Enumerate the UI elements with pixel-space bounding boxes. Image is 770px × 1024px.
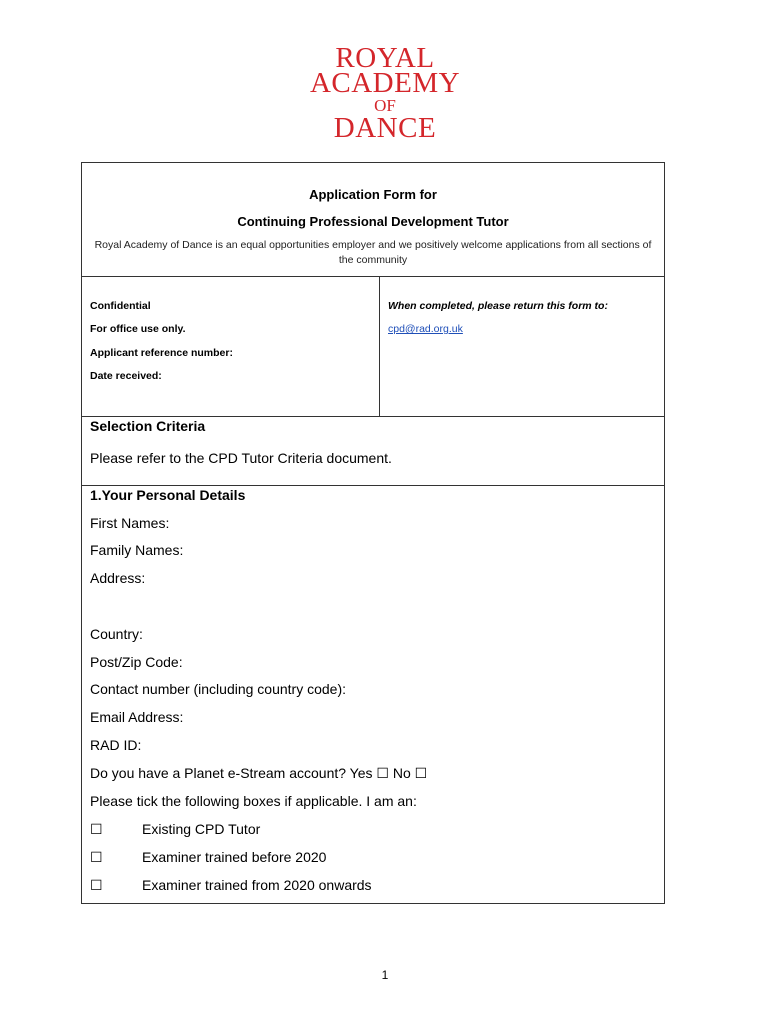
examiner-from-2020-label: Examiner trained from 2020 onwards — [142, 877, 372, 893]
divider-office — [82, 416, 664, 417]
family-names-label: Family Names: — [90, 542, 184, 558]
personal-details-heading: 1.Your Personal Details — [90, 487, 246, 503]
page-number: 1 — [381, 968, 389, 982]
logo-line-dance: DANCE — [333, 112, 437, 144]
selection-criteria-text: Please refer to the CPD Tutor Criteria document. — [90, 450, 392, 466]
address-label: Address: — [90, 570, 146, 586]
estream-yes-checkbox[interactable]: ☐ — [376, 765, 389, 781]
examiner-before-2020-checkbox[interactable]: ☐ — [90, 849, 103, 865]
estream-no-label: No — [392, 765, 411, 781]
tick-boxes-intro: Please tick the following boxes if applicable. I am an: — [90, 793, 417, 809]
divider-selection — [82, 485, 664, 486]
application-form — [81, 162, 665, 904]
logo-line-of: OF — [374, 96, 396, 115]
selection-criteria-heading: Selection Criteria — [90, 418, 206, 434]
divider-header — [82, 276, 664, 277]
logo-line-academy: ACADEMY — [309, 67, 461, 99]
rad-id-label: RAD ID: — [90, 737, 142, 753]
equal-opportunities-statement: Royal Academy of Dance is an equal opportunities employer and we positively welcome applications from all sections of the community — [94, 239, 652, 266]
examiner-from-2020-checkbox[interactable]: ☐ — [90, 877, 103, 893]
office-use-label: For office use only. — [90, 323, 186, 335]
form-subtitle: Continuing Professional Development Tutor — [237, 214, 509, 229]
first-names-label: First Names: — [90, 515, 170, 531]
date-received-label: Date received: — [90, 370, 162, 382]
email-address-label: Email Address: — [90, 709, 184, 725]
examiner-before-2020-label: Examiner trained before 2020 — [142, 849, 327, 865]
column-divider — [379, 276, 380, 416]
country-label: Country: — [90, 626, 143, 642]
estream-question-text: Do you have a Planet e-Stream account? Yes — [90, 765, 373, 781]
postcode-label: Post/Zip Code: — [90, 654, 183, 670]
logo-line-royal: ROYAL — [335, 42, 435, 74]
existing-tutor-checkbox[interactable]: ☐ — [90, 821, 103, 837]
estream-question — [90, 765, 427, 782]
estream-no-checkbox[interactable]: ☐ — [414, 765, 428, 781]
return-email-link[interactable]: cpd@rad.org.uk — [388, 323, 463, 335]
form-title: Application Form for — [309, 187, 437, 202]
applicant-reference-label: Applicant reference number: — [90, 347, 233, 359]
confidential-label: Confidential — [90, 300, 151, 312]
existing-tutor-label: Existing CPD Tutor — [142, 821, 261, 837]
return-instructions: When completed, please return this form to: — [388, 300, 608, 312]
contact-number-label: Contact number (including country code): — [90, 681, 347, 697]
